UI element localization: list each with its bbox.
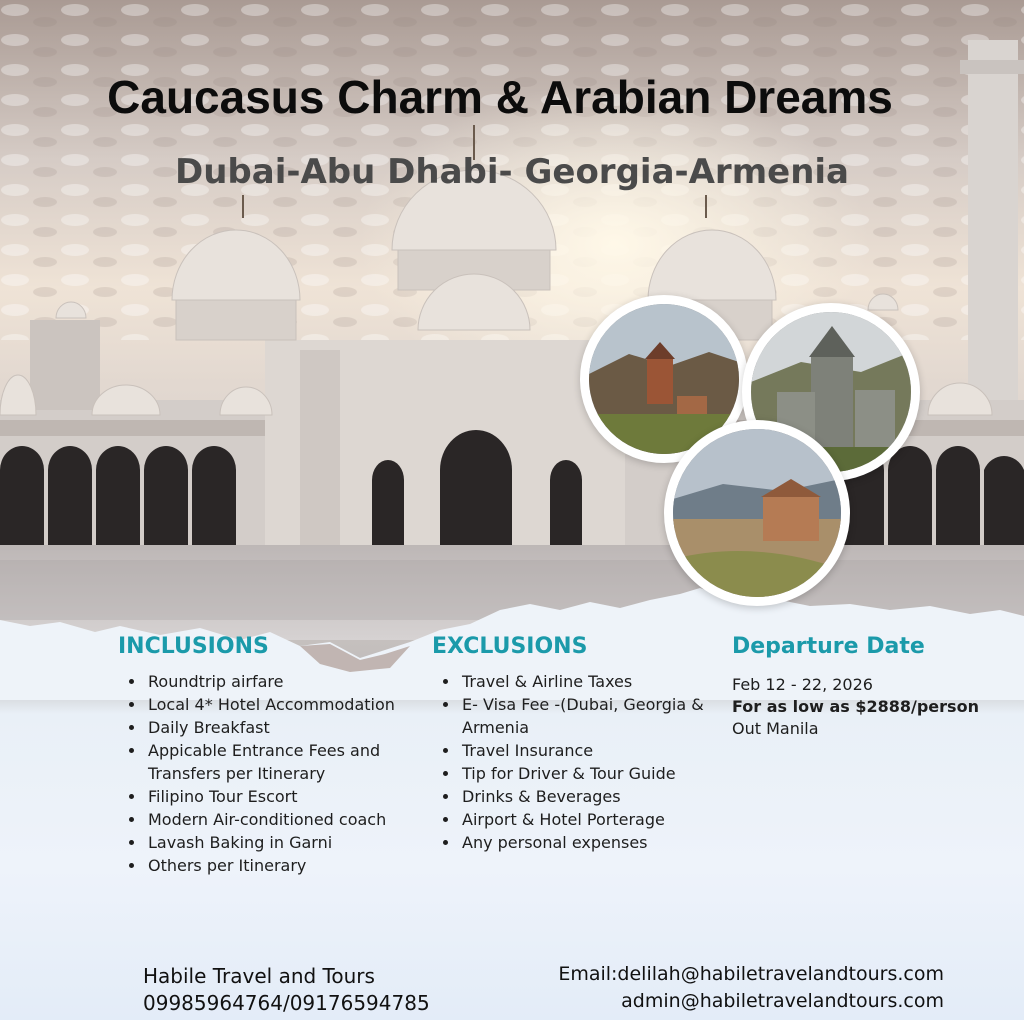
list-item: • Airport & Hotel Porterage [460, 808, 750, 831]
exclusions-list [434, 670, 750, 854]
email-contact [558, 961, 944, 1015]
list-item: • Travel & Airline Taxes [460, 670, 750, 693]
list-item: • Appicable Entrance Fees and Transfers per Itinerary [146, 739, 396, 785]
phone-numbers: 09985964764/09176594785 [143, 991, 430, 1015]
email-line-2: admin@habiletravelandtours.com [621, 990, 944, 1012]
list-item: • Any personal expenses [460, 831, 750, 854]
page-subtitle: Dubai-Abu Dhabi- Georgia-Armenia [175, 152, 849, 192]
company-contact [143, 963, 430, 1017]
departure-origin: Out Manila [732, 719, 819, 738]
exclusions-heading: EXCLUSIONS [432, 634, 588, 659]
departure-dates: Feb 12 - 22, 2026 [732, 675, 873, 694]
page-title: Caucasus Charm & Arabian Dreams [107, 71, 893, 123]
list-item: • Lavash Baking in Garni [146, 831, 396, 854]
inclusions-list [120, 670, 396, 877]
list-item: • Local 4* Hotel Accommodation [146, 693, 396, 716]
ruins-landscape-photo [664, 420, 850, 606]
departure-info [732, 674, 979, 740]
departure-heading: Departure Date [732, 634, 925, 659]
inclusions-heading: INCLUSIONS [118, 634, 269, 659]
company-name: Habile Travel and Tours [143, 964, 375, 988]
email-line-1: Email:delilah@habiletravelandtours.com [558, 963, 944, 985]
list-item: • Daily Breakfast [146, 716, 396, 739]
list-item: • Others per Itinerary [146, 854, 396, 877]
list-item: • E- Visa Fee -(Dubai, Georgia & Armenia [460, 693, 750, 739]
price-text: For as low as $2888/person [732, 697, 979, 716]
list-item: • Drinks & Beverages [460, 785, 750, 808]
list-item: • Tip for Driver & Tour Guide [460, 762, 750, 785]
list-item: • Filipino Tour Escort [146, 785, 396, 808]
list-item: • Roundtrip airfare [146, 670, 396, 693]
list-item: • Travel Insurance [460, 739, 750, 762]
list-item: • Modern Air-conditioned coach [146, 808, 396, 831]
